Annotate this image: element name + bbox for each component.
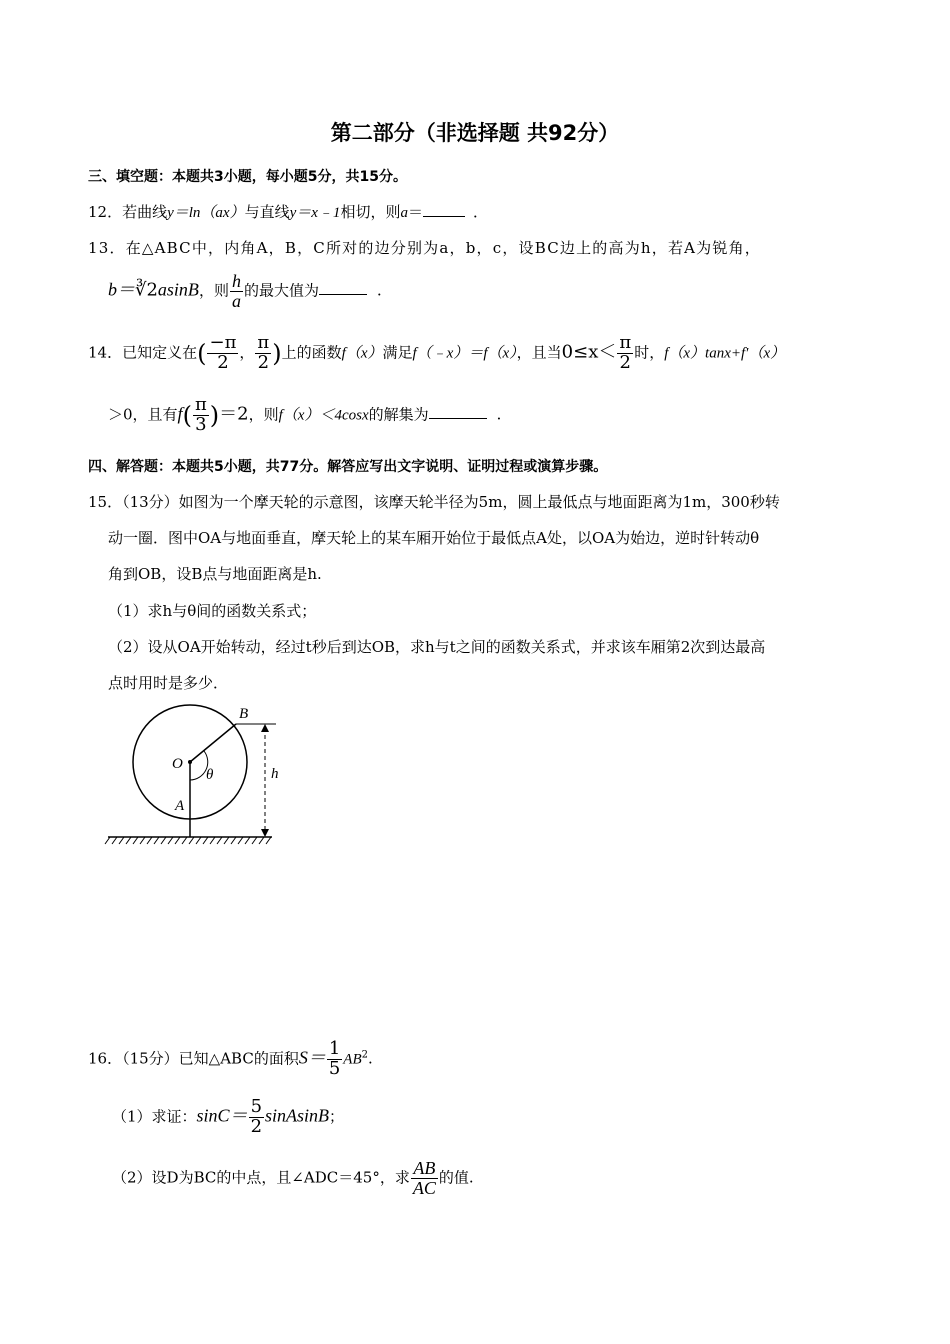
question-16-part1 <box>112 1098 344 1137</box>
q12-text: ＝ <box>407 203 423 221</box>
q12-curve: y＝ln（ax） <box>167 205 245 221</box>
question-13 <box>88 237 761 258</box>
q15-text: （13分）如图为一个摩天轮的示意图，该摩天轮半径为5m，圆上最低点与地面距离为1m，300秒转 <box>122 493 780 511</box>
q14-cond: 0≤x＜ <box>561 341 617 363</box>
q14-text: 已知定义在 <box>122 343 198 362</box>
label-o: O <box>172 756 183 772</box>
q13-asinb: asinB <box>157 279 199 300</box>
q13-text: ，则 <box>198 281 229 300</box>
q13-number: 13． <box>88 239 126 257</box>
q14-even: f（﹣x）＝f（x） <box>412 345 517 362</box>
question-15-part1: （1）求h与θ间的函数关系式； <box>108 602 317 620</box>
q12-text: ． <box>472 203 488 221</box>
q16-frac-5-2: $\frac{5}{2}$ <box>250 1096 263 1137</box>
q16-text: . <box>367 1049 373 1068</box>
q16-ab: AB <box>343 1051 362 1068</box>
question-14-line2: ＞0，且有f( $\frac{\pi}{3}$ )＝2，则f（x）＜4cosx的解集为 ． <box>108 394 512 435</box>
q14-text: ，且当 <box>516 343 562 362</box>
question-16-part2 <box>112 1159 474 1198</box>
question-15-part2-cont: 点时用时是多少． <box>108 674 229 692</box>
q12-text: 若曲线 <box>122 203 168 221</box>
q16-text: 的值. <box>438 1168 474 1187</box>
q16-p1-label: （1）求证： <box>112 1107 197 1126</box>
q13-text: 的最大值为 <box>243 281 319 300</box>
label-b: B <box>239 706 249 722</box>
question-16 <box>88 1040 373 1079</box>
section-4-heading: 四、解答题：本题共5小题，共77分。解答应写出文字说明、证明过程或演算步骤。 <box>88 459 608 475</box>
question-13-line2 <box>108 272 392 311</box>
label-a: A <box>175 798 185 814</box>
q15-number: 15． <box>88 493 123 511</box>
section-3-heading: 三、填空题：本题共3小题，每小题5分，共15分。 <box>88 169 407 185</box>
q12-var: a <box>400 205 408 221</box>
q14-fx: f（x） <box>341 345 383 362</box>
question-15-line2: 动一圈．图中OA与地面垂直，摩天轮上的某车厢开始位于最低点A处，以OA为始边，逆时针转动θ <box>108 529 760 547</box>
ferris-wheel-diagram <box>100 700 290 850</box>
q13-text: ． <box>376 281 392 300</box>
arrow-up <box>261 724 269 732</box>
q16-text: （15分）已知△ABC的面积 <box>122 1049 299 1068</box>
q13-cube-root: ∛2 <box>135 279 158 301</box>
q16-number: 16． <box>88 1049 123 1068</box>
q14-number: 14． <box>88 343 123 362</box>
q12-text: 与直线 <box>244 203 290 221</box>
q14-text: 满足 <box>382 343 413 362</box>
q16-frac-ab-ac: $\frac{AB}{AC}$ <box>412 1158 436 1198</box>
page-title: 第二部分（非选择题 共92分） <box>330 121 620 145</box>
question-14: 14．已知定义在( $\frac{-\pi}{2}$ ， $\frac{\pi}{2}$ )上的函数f（x）满足f（﹣x）＝f（x），且当0≤x＜ $\frac{\pi}{2}$ 时，f（x）tanx+f′（x） <box>88 332 786 373</box>
q14-frac-pi-2: $\frac{\pi}{2}$ <box>257 332 270 373</box>
q13-fraction: $\frac{h}{a}$ <box>231 271 241 311</box>
question-12 <box>88 201 488 222</box>
q14-frac-pi-2b: $\frac{\pi}{2}$ <box>619 332 632 373</box>
q14-answer-blank[interactable] <box>429 418 487 419</box>
q16-text: ； <box>329 1107 345 1126</box>
q14-frac-pi-3: $\frac{\pi}{3}$ <box>194 394 207 435</box>
ground-hatching <box>105 837 271 844</box>
q14-eq2: ＝2 <box>219 403 249 425</box>
q14-text: ． <box>496 405 512 424</box>
q16-p2-text: （2）设D为BC的中点，且∠ADC＝45°，求 <box>112 1168 410 1187</box>
q14-text: ＞0，且有 <box>108 405 178 424</box>
q14-text: 的解集为 <box>368 405 429 424</box>
question-15-line1 <box>88 491 780 512</box>
q12-line: y＝x﹣1 <box>289 205 341 221</box>
q12-number: 12． <box>88 203 123 221</box>
q16-exponent: 2 <box>361 1049 368 1061</box>
q14-frac-neg-pi-2: $\frac{-\pi}{2}$ <box>209 332 237 373</box>
question-15-part2: （2）设从OA开始转动，经过t秒后到达OB，求h与t之间的函数关系式，并求该车厢第2次到达最高 <box>108 638 766 656</box>
label-h: h <box>271 766 279 782</box>
q14-text: 上的函数 <box>281 343 342 362</box>
q12-answer-blank[interactable] <box>423 216 465 217</box>
q16-frac-1-5: $\frac{1}{5}$ <box>328 1038 341 1079</box>
q14-ineq2: f（x）＜4cosx <box>278 407 369 424</box>
arrow-down <box>261 829 269 837</box>
question-15-line3: 角到OB，设B点与地面距离是h. <box>108 565 322 583</box>
q13-text: 在△ABC中，内角A，B，C所对的边分别为a，b，c，设BC边上的高为h，若A为锐角， <box>125 239 761 257</box>
q16-sinc: sinC＝ <box>196 1105 248 1126</box>
q14-ineq: f（x）tanx+f′（x） <box>664 345 786 362</box>
q14-f: f <box>177 403 183 424</box>
q12-text: 相切，则 <box>340 203 401 221</box>
q14-text: 时， <box>634 343 665 362</box>
q14-comma: ， <box>239 343 255 362</box>
q16-s: S＝ <box>298 1047 326 1068</box>
q13-answer-blank[interactable] <box>319 294 367 295</box>
segment-ob <box>190 724 236 762</box>
label-theta: θ <box>206 767 214 783</box>
q14-text: ，则 <box>248 405 279 424</box>
q16-sinasinb: sinAsinB <box>265 1105 330 1126</box>
q13-b-eq: b＝ <box>108 279 135 300</box>
